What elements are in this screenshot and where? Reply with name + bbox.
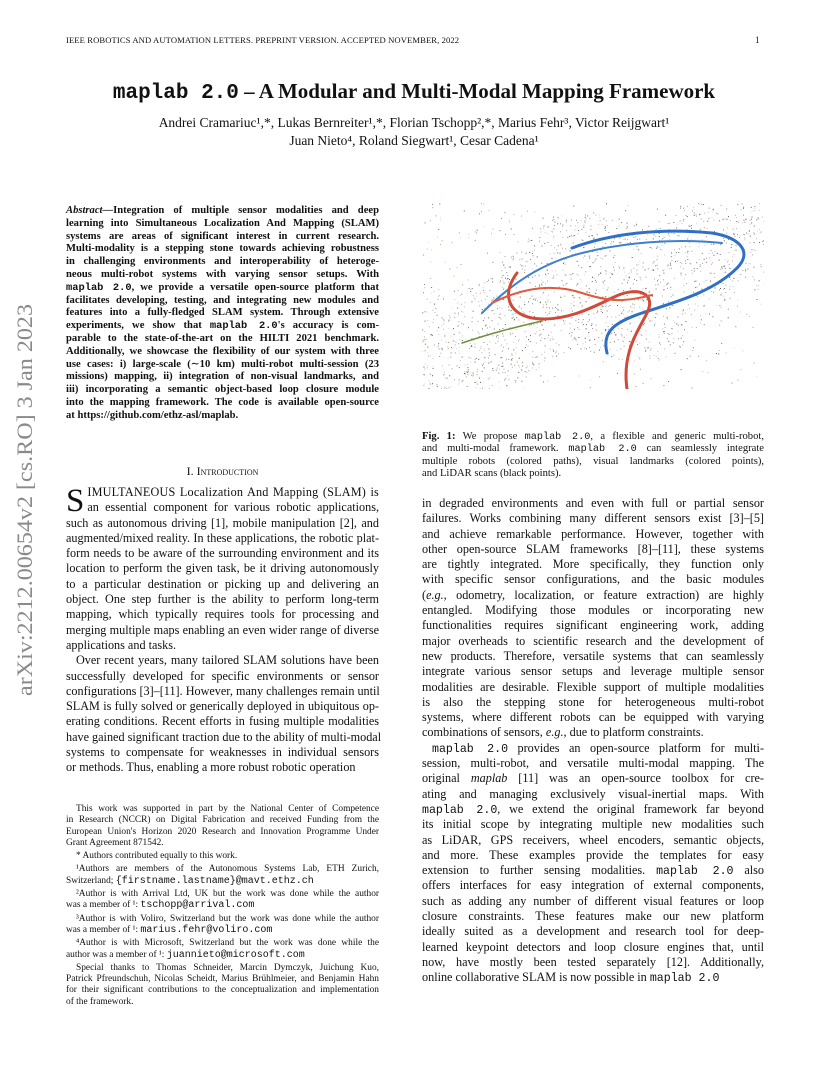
abstract-line: missions) mapping, ii) integration of non-visual landmarks, and — [66, 371, 379, 383]
figure-1-map — [422, 203, 764, 389]
left-body-line: erating conditions. Recent efforts in fusing multiple modalities — [66, 714, 379, 729]
right-body-line: and more. These examples provide the templates for easy — [422, 847, 764, 862]
right-body-line: original maplab [11] was an open-source toolbox for cre- — [422, 771, 764, 786]
left-body-line: SLAM is fully solved or generically deployed in ubiquitous op- — [66, 699, 379, 714]
right-body-line: such as adding any number of different visual features or loop — [422, 893, 764, 908]
footnote-line: of the framework. — [66, 996, 134, 1007]
right-body-line: ating and managing exclusively visual-inertial maps. With — [422, 786, 764, 801]
abstract-line: at https://github.com/ethz-asl/maplab. — [66, 409, 239, 421]
left-body-line: form needs to be aware of the surrounding environment and its — [66, 546, 379, 561]
authors-line-2: Juan Nieto⁴, Roland Siegwart¹, Cesar Cadena¹ — [289, 133, 539, 148]
footnote-line: Switzerland; {firstname.lastname}@mavt.ethz.ch — [66, 875, 314, 887]
right-body-line: failures. Works combining many different sensors exist [3]–[5] — [422, 511, 764, 526]
footnote-line: ¹Authors are members of the Autonomous Systems Lab, ETH Zurich, — [76, 864, 379, 875]
abstract-line: use cases: i) large-scale (∼10 km) multi-robot multi-session (23 — [66, 358, 379, 370]
right-body-line: as LiDAR, GPS receivers, wheel encoders, semantic objects, — [422, 832, 764, 847]
caption-line: multiple robots (colored paths), visual landmarks (colored points), — [422, 455, 764, 467]
abstract-line: Multi-modality is a stepping stone towards achieving robustness — [66, 243, 379, 255]
left-body-line: mapping, which typically requires tools for processing and — [66, 607, 379, 622]
right-body-line: systems, where different robots can be equipped with varying — [422, 710, 764, 725]
footnote-line: author was a member of ¹: juannieto@microsoft.com — [66, 949, 305, 961]
footnote-line: ³Author is with Voliro, Switzerland but the work was done while the author — [76, 913, 379, 924]
left-body-line: merging multiple maps enabling an even wider range of diverse — [66, 622, 379, 637]
footnote-line: was a member of ¹: marius.fehr@voliro.com — [66, 924, 273, 936]
right-body-line: major overheads to scientific research and the development of — [422, 633, 764, 648]
right-body-line: other open-source SLAM frameworks [8]–[11], these systems — [422, 541, 764, 556]
abstract-line: iii) incorporating a semantic object-based loop closure module — [66, 384, 379, 396]
abstract-line: experiments, we show that maplab 2.0's accuracy is com- — [66, 320, 379, 333]
abstract-line: into the mapping framework. The code is available open-source — [66, 396, 379, 408]
abstract — [66, 205, 379, 423]
abstract-line: neous multi-robot systems with varying sensor setups. With — [66, 268, 379, 280]
left-body-line: systems to compensate for weaknesses in individual sensors — [66, 745, 379, 760]
right-body-line: ideally suited as a development and research tool for deep- — [422, 924, 764, 939]
abstract-line: Abstract—Integration of multiple sensor modalities and deep — [66, 205, 379, 216]
left-body-line: such as autonomous driving [1], mobile manipulation [2], and — [66, 515, 379, 530]
arxiv-stamp — [5, 300, 41, 700]
figure-caption — [422, 431, 764, 480]
left-body-line: object. One step further is the ability to perform long-term — [66, 592, 379, 607]
footnote-line: * Authors contributed equally to this work. — [76, 851, 238, 862]
right-body-line: in degraded environments and even with full or partial sensor — [422, 496, 764, 510]
right-body-line: now, have mostly been tested separately [12]. Additionally, — [422, 954, 764, 969]
footnote-line: Patrick Pfreundschuh, Nicolas Scheidt, Marius Brühlmeier, and Benjamin Hahn — [66, 974, 379, 985]
right-body-line: functionalities requires significant engineering work, adding — [422, 618, 764, 633]
arxiv-stamp-text: arXiv:2212.00654v2 [cs.RO] 3 Jan 2023 — [12, 337, 37, 696]
right-body-line: online collaborative SLAM is now possible in maplab 2.0 — [422, 970, 720, 986]
left-body-line: or methods. Thus, enabling a more robust robotic operation — [66, 760, 356, 775]
abstract-line: systems are areas of significant interest in current research. — [66, 230, 379, 242]
footnote-line: ⁴Author is with Microsoft, Switzerland but the work was done while the — [76, 938, 379, 949]
abstract-line: maplab 2.0, we provide a versatile open-source platform that — [66, 281, 379, 294]
footnotes — [66, 804, 379, 1008]
right-body-line: maplab 2.0, we extend the original framework far beyond — [422, 801, 764, 817]
running-header: IEEE ROBOTICS AND AUTOMATION LETTERS. PREPRINT VERSION. ACCEPTED NOVEMBER, 2022 — [66, 35, 460, 45]
robot-trajectory-path — [462, 321, 542, 343]
section-heading — [66, 464, 379, 479]
caption-line: Fig. 1: We propose maplab 2.0, a flexible and generic multi-robot, — [422, 431, 764, 443]
section-heading-text: I. Introduction — [186, 464, 259, 478]
footnote-line: for their significant contributions to the conceptualization and implementation — [66, 985, 379, 996]
footnote-line: This work was supported in part by the National Center of Competence — [76, 804, 379, 814]
right-body-line: learned keypoint detectors and loop closure engines that, until — [422, 939, 764, 954]
page-number: 1 — [755, 35, 760, 45]
caption-line: and LiDAR scans (black points). — [422, 467, 562, 479]
right-body-line: combinations of sensors, e.g., due to platform constraints. — [422, 725, 704, 740]
abstract-line: in challenging environments and interoperability of heteroge- — [66, 256, 379, 268]
footnote-line: was a member of ¹: tschopp@arrival.com — [66, 900, 255, 912]
left-body-line: IMULTANEOUS Localization And Mapping (SLAM) is — [87, 485, 379, 499]
abstract-line: learning into Simultaneous Localization And Mapping (SLAM) — [66, 217, 379, 229]
right-body-line: closure constraints. These features make our new platform — [422, 909, 764, 924]
footnote-line: Special thanks to Thomas Schneider, Marcin Dymczyk, Juichung Kuo, — [76, 962, 379, 973]
right-body-line: offers interfaces for easy integration of external components, — [422, 878, 764, 893]
left-body-line: successfully developed for specific environments or sensor — [66, 668, 379, 683]
footnote-line: Grant Agreement 871542. — [66, 837, 164, 848]
right-body-line: with specific sensor configurations, and the basic modules — [422, 572, 764, 587]
left-body-line: location to perform the given task, be it driving autonomously — [66, 561, 379, 576]
left-body-line: Over recent years, many tailored SLAM solutions have been — [76, 653, 379, 668]
right-body-line: entangled. Modifying those modules or incorporating new — [422, 603, 764, 618]
right-body-line: is also the stepping stone for heterogeneous multi-robot — [422, 694, 764, 709]
paper-title — [40, 79, 788, 105]
left-body-line: configurations [3]–[11]. However, many challenges remain until — [66, 683, 380, 698]
title-code: maplab 2.0 — [112, 82, 239, 105]
right-body-line: its initial scope by integrating multiple new modalities such — [422, 817, 764, 832]
left-body-line: applications and tasks. — [66, 637, 177, 652]
right-column-text — [422, 496, 764, 986]
right-body-line: (e.g., odometry, localization, or feature extraction) are highly — [422, 587, 764, 602]
left-body-line: to a particular destination or picking up and delivering an — [66, 576, 379, 591]
right-body-line: and achieve remarkable performance. However, together with — [422, 526, 764, 541]
caption-line: and multi-modal framework. maplab 2.0 can seamlessly integrate — [422, 443, 764, 456]
footnote-line: in Research (NCCR) on Digital Fabrication and received Funding from the — [66, 815, 379, 826]
title-rest: – A Modular and Multi-Modal Mapping Framework — [238, 79, 716, 103]
right-body-line: new products. Therefore, versatile systems that can seamlessly — [422, 648, 764, 663]
abstract-line: parable to the state-of-the-art on the HILTI 2021 benchmark. — [66, 332, 379, 344]
left-column-text — [66, 483, 382, 776]
right-body-line: are tightly integrated. More specifically, they function only — [422, 557, 764, 572]
abstract-line: features into a fully-fledged SLAM system. Through extensive — [66, 307, 379, 319]
authors-line-1: Andrei Cramariuc¹,*, Lukas Bernreiter¹,*, Florian Tschopp²,*, Marius Fehr³, Victor Reijgwart¹ — [158, 115, 670, 130]
right-body-line: integrate various sensor setups and leverage multiple sensor — [422, 664, 764, 679]
abstract-line: facilitates developing, testing, and integrating new modules and — [66, 294, 379, 306]
right-body-line: maplab 2.0 provides an open-source platform for multi- — [432, 740, 765, 756]
right-body-line: modalities are desirable. Flexible support of multiple modalities — [422, 679, 764, 694]
left-body-line: augmented/mixed reality. In these applications, the robotic plat- — [66, 530, 379, 545]
right-body-line: extension to further sensing modalities. maplab 2.0 also — [422, 863, 765, 879]
drop-cap: S — [66, 483, 85, 519]
right-body-line: session, multi-robot, and versatile multi-modal mapping. The — [422, 756, 764, 771]
abstract-line: Additionally, we showcase the flexibility of our system with three — [66, 345, 379, 357]
footnote-line: ²Author is with Arrival Ltd, UK but the work was done while the author — [76, 889, 379, 900]
footnote-line: European Union's Horizon 2020 Research and Innovation Programme Under — [66, 826, 379, 837]
left-body-line: an essential component for various robotic applications, — [87, 500, 379, 515]
left-body-line: have gained significant traction due to the ability of multi-modal — [66, 729, 382, 744]
